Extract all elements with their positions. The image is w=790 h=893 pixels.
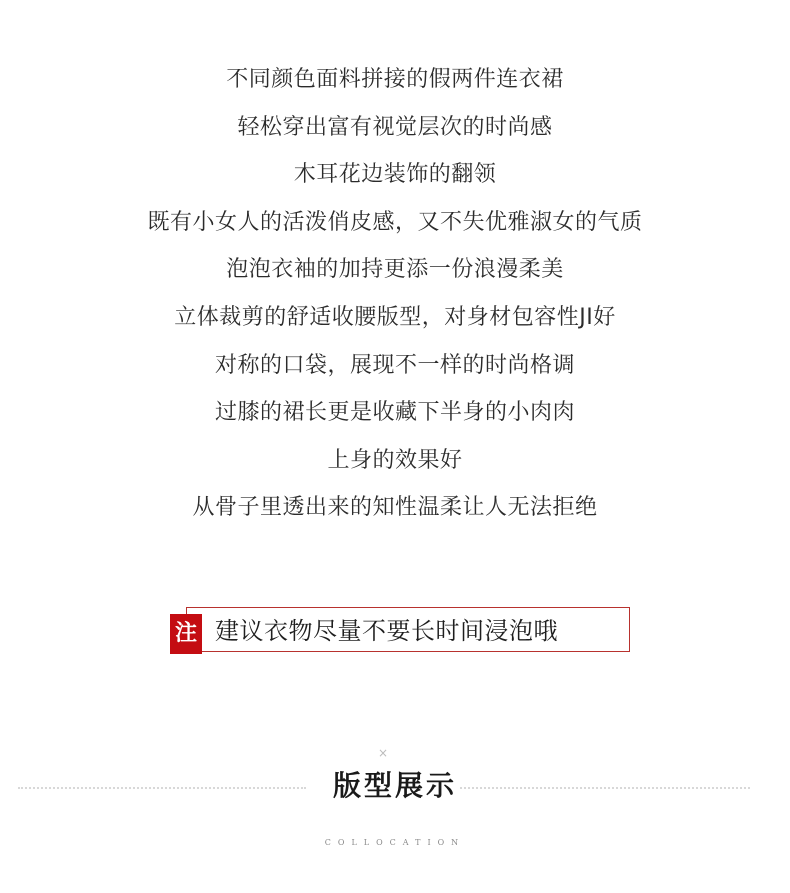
care-note-tag: 注 <box>170 614 202 654</box>
description-line: 泡泡衣袖的加持更添一份浪漫柔美 <box>226 257 564 283</box>
section-subtitle: COLLOCATION <box>324 838 466 847</box>
section-header-fit-display <box>0 740 790 880</box>
care-note <box>170 607 630 652</box>
product-description-list <box>0 60 790 536</box>
description-line: 对称的口袋，展现不一样的时尚格调 <box>214 352 575 378</box>
description-line: 上身的效果好 <box>327 447 463 473</box>
description-line: 不同颜色面料拼接的假两件连衣裙 <box>226 67 564 92</box>
description-line: 立体裁剪的舒适收腰版型，对身材包容性JI好 <box>174 304 616 330</box>
description-line: 从骨子里透出来的知性温柔让人无法拒绝 <box>192 495 598 521</box>
description-line: 轻松穿出富有视觉层次的时尚感 <box>237 114 553 140</box>
description-line: 过膝的裙长更是收藏下半身的小肉肉 <box>214 400 575 426</box>
care-note-text: 建议衣物尽量不要长时间浸泡哦 <box>215 617 558 645</box>
description-line: 既有小女人的活泼俏皮感，又不失优雅淑女的气质 <box>147 209 643 235</box>
description-line: 木耳花边装饰的翻领 <box>293 162 497 188</box>
section-title: 版型展示 <box>332 769 457 802</box>
close-icon: × <box>377 746 389 760</box>
